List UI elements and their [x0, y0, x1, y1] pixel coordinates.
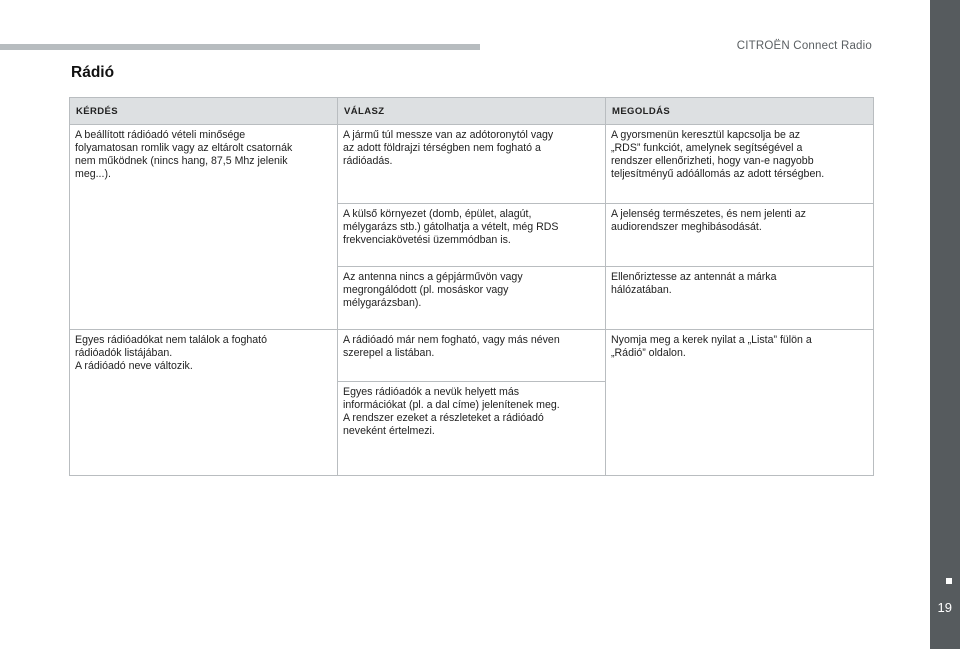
question-cell: [70, 330, 338, 476]
cell-line: „RDS” funkciót, amelynek segítségével a: [611, 142, 803, 154]
solution-cell: [606, 267, 874, 330]
cell-line: mélygarázsban).: [343, 297, 422, 309]
cell-line: az adott földrajzi térségben nem fogható a: [343, 142, 541, 154]
cell-line: Egyes rádióadók a nevük helyett más: [343, 386, 520, 398]
cell-line: rádióadás.: [343, 155, 393, 167]
cell-line: „Rádió” oldalon.: [611, 347, 686, 359]
answer-cell: [338, 267, 606, 330]
cell-line: A jelenség természetes, és nem jelenti az: [611, 208, 806, 220]
cell-line: rendszer ellenőrizheti, hogy van-e nagyobb: [611, 155, 814, 167]
cell-line: meg...).: [75, 168, 111, 180]
solution-cell: [606, 125, 874, 204]
cell-line: Az antenna nincs a gépjárművön vagy: [343, 271, 523, 283]
cell-line: hálózatában.: [611, 284, 672, 296]
cell-line: Egyes rádióadókat nem találok a fogható: [75, 334, 267, 346]
page-marker: [946, 578, 952, 584]
header-solution: MEGOLDÁS: [606, 98, 874, 125]
cell-line: A külső környezet (domb, épület, alagút,: [343, 208, 532, 220]
cell-line: információkat (pl. a dal címe) jelenítenek meg.: [343, 399, 560, 411]
cell-line: neveként értelmezi.: [343, 425, 435, 437]
cell-line: audiorendszer meghibásodását.: [611, 221, 762, 233]
cell-line: A rendszer ezeket a részleteket a rádióadó: [343, 412, 544, 424]
cell-line: frekvenciakövetési üzemmódban is.: [343, 234, 511, 246]
answer-cell: [338, 382, 606, 476]
table-header-row: [70, 98, 874, 125]
table-row: [70, 125, 874, 204]
cell-line: A jármű túl messze van az adótoronytól vagy: [343, 129, 554, 141]
header-answer: VÁLASZ: [338, 98, 606, 125]
solution-cell: [606, 204, 874, 267]
header-rule: [0, 44, 480, 50]
faq-table: [69, 97, 874, 476]
question-cell: [70, 125, 338, 330]
cell-line: mélygarázs stb.) gátolhatja a vételt, még RDS: [343, 221, 559, 233]
answer-cell: [338, 125, 606, 204]
answer-cell: [338, 204, 606, 267]
cell-line: Nyomja meg a kerek nyilat a „Lista” fülön a: [611, 334, 812, 346]
side-band: [930, 0, 960, 649]
cell-line: nem működnek (nincs hang, 87,5 Mhz jelenik: [75, 155, 288, 167]
answer-cell: [338, 330, 606, 382]
cell-line: folyamatosan romlik vagy az eltárolt csatornák: [75, 142, 293, 154]
header-question: KÉRDÉS: [70, 98, 338, 125]
table-row: [70, 330, 874, 382]
cell-line: A gyorsmenün keresztül kapcsolja be az: [611, 129, 801, 141]
cell-line: Ellenőriztesse az antennát a márka: [611, 271, 777, 283]
cell-line: teljesítményű adóállomás az adott térségben.: [611, 168, 825, 180]
cell-line: A rádióadó már nem fogható, vagy más néven: [343, 334, 560, 346]
cell-line: megrongálódott (pl. mosáskor vagy: [343, 284, 509, 296]
cell-line: A rádióadó neve változik.: [75, 360, 193, 372]
cell-line: szerepel a listában.: [343, 347, 435, 359]
page-number: 19: [937, 600, 952, 615]
cell-line: rádióadók listájában.: [75, 347, 173, 359]
solution-cell: [606, 330, 874, 476]
cell-line: A beállított rádióadó vételi minősége: [75, 129, 246, 141]
header-title: CITROËN Connect Radio: [736, 40, 872, 52]
section-title: Rádió: [71, 64, 115, 81]
